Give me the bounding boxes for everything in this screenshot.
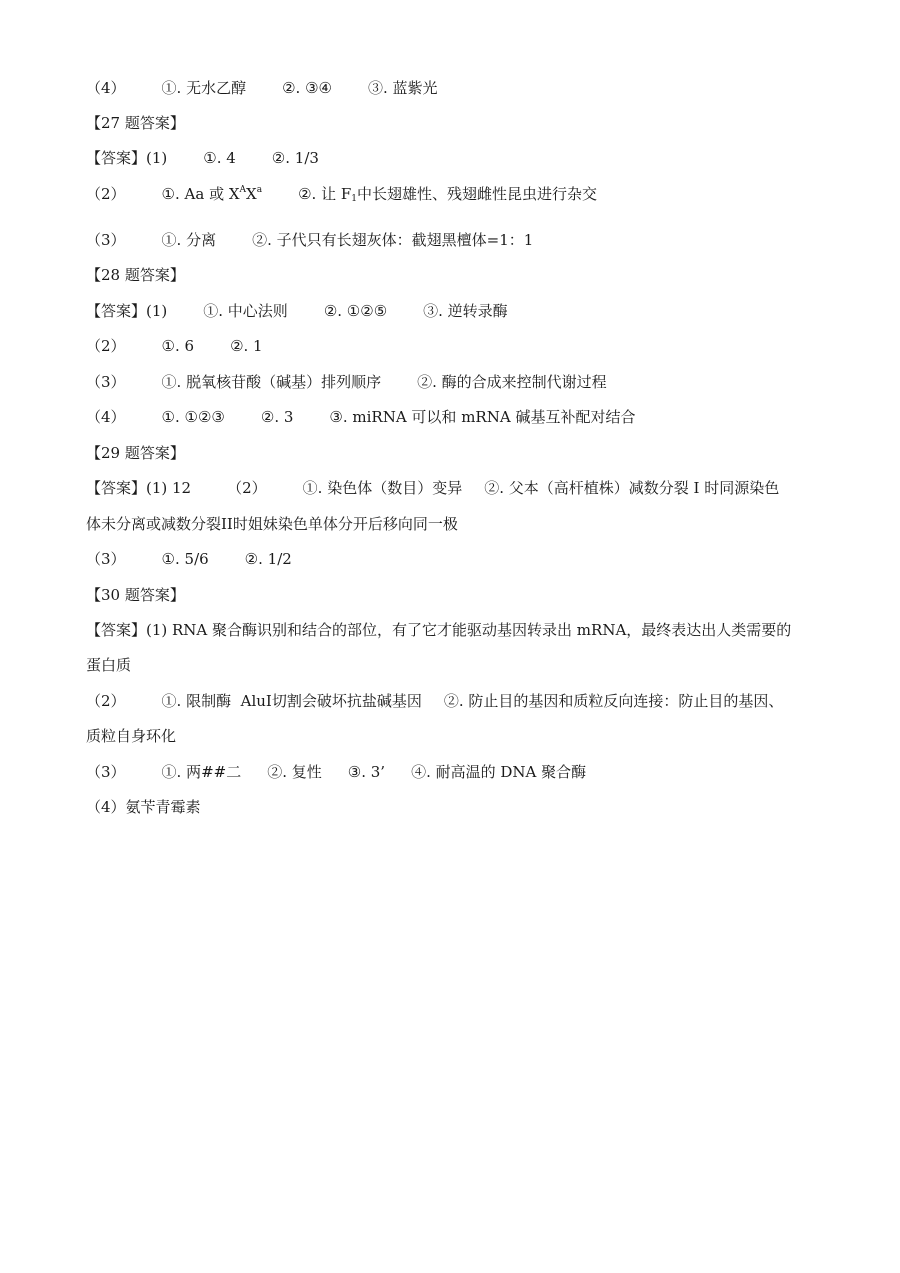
q27-part2-line <box>86 184 820 204</box>
q26-part4-line <box>86 78 820 98</box>
answer-item: ③. miRNA 可以和 mRNA 碱基互补配对结合 <box>329 408 636 426</box>
answer-item: ②. 酶的合成来控制代谢过程 <box>417 373 607 391</box>
answer-item: ②. 1 <box>230 337 263 355</box>
part-number: （4） <box>86 79 126 97</box>
answer-item: ②. 复性 <box>267 763 322 781</box>
answer-item: ①. 限制酶 AluI切割会破坏抗盐碱基因 <box>161 692 422 710</box>
answer-item: ①. 6 <box>161 337 195 355</box>
q30-part2-line <box>86 691 820 711</box>
answer-item: 【答案】(1) 12 <box>86 479 192 497</box>
answer-item: ②. 防止目的基因和质粒反向连接：防止目的基因、 <box>443 692 784 710</box>
answer-item: ①. 两##二 <box>161 763 242 781</box>
part-number: （2） <box>86 337 126 355</box>
answer-item: ①. 染色体（数目）变异 <box>302 479 463 497</box>
q29-part2-continuation: 体未分离或减数分裂II时姐妹染色单体分开后移向同一极 <box>86 515 458 533</box>
q28-part3-line <box>86 372 820 392</box>
part-number: （3） <box>86 373 126 391</box>
q30-part3-line <box>86 762 820 782</box>
q28-part1-line <box>86 301 820 321</box>
q30-part2-continuation: 质粒自身环化 <box>86 727 177 745</box>
part-number: （3） <box>86 763 126 781</box>
answer-item: ②. 父本（高杆植株）减数分裂 I 时同源染色 <box>484 479 780 497</box>
part-number: (1) <box>146 302 168 320</box>
answer-item: ③. 蓝紫光 <box>367 79 438 97</box>
answer-item: ④. 耐高温的 DNA 聚合酶 <box>411 763 587 781</box>
answer-item: ②. ③④ <box>282 79 332 97</box>
answer-item: ①. 中心法则 <box>203 302 288 320</box>
q27-header: 【27 题答案】 <box>86 114 185 132</box>
answer-item: ①. 无水乙醇 <box>161 79 247 97</box>
q28-header: 【28 题答案】 <box>86 266 185 284</box>
part-number: （2） <box>86 185 126 203</box>
answer-item: ③. 逆转录酶 <box>423 302 508 320</box>
answer-item: ②. 子代只有长翅灰体：截翅黑檀体=1：1 <box>252 231 534 249</box>
answer-item: ②. 让 $F_1$中长翅雄性、残翅雌性昆虫进行杂交 <box>298 185 598 204</box>
q27-part1-line <box>86 148 820 168</box>
answer-item: ②. 3 <box>260 408 294 426</box>
q29-part1-2-line <box>86 478 820 498</box>
answer-label: 【答案】 <box>86 302 147 320</box>
q28-part4-line <box>86 407 820 427</box>
part-number: （4） <box>86 408 126 426</box>
answer-item: ②. 1/3 <box>271 149 319 167</box>
answer-item: ①. 5/6 <box>161 550 209 568</box>
answer-item: ①. 4 <box>203 149 236 167</box>
q30-part4-line: （4）氨苄青霉素 <box>86 798 201 816</box>
part-number: （3） <box>86 550 126 568</box>
answer-item: ②. ①②⑤ <box>323 302 388 320</box>
q27-part3-line <box>86 230 820 250</box>
answer-item: ②. 1/2 <box>244 550 292 568</box>
q29-header: 【29 题答案】 <box>86 444 185 462</box>
answer-item: ①. ①②③ <box>161 408 225 426</box>
q29-part3-line <box>86 549 820 569</box>
q30-part1-continuation: 蛋白质 <box>86 656 132 674</box>
part-number: (1) <box>146 149 168 167</box>
part-number: （2） <box>86 692 126 710</box>
answer-item: ①. Aa 或 $X^AX^a$ <box>161 185 263 203</box>
q30-part1-line: 【答案】(1) RNA 聚合酶识别和结合的部位，有了它才能驱动基因转录出 mRNA，最终表达出人类需要的 <box>86 621 792 639</box>
q30-header: 【30 题答案】 <box>86 586 185 604</box>
answer-item: ①. 脱氧核苷酸（碱基）排列顺序 <box>161 373 382 391</box>
answer-label: 【答案】 <box>86 149 147 167</box>
part-number: （3） <box>86 231 126 249</box>
q28-part2-line <box>86 336 820 356</box>
part-number: （2） <box>227 479 267 497</box>
answer-item: ①. 分离 <box>161 231 217 249</box>
answer-item: ③. 3’ <box>347 763 386 781</box>
